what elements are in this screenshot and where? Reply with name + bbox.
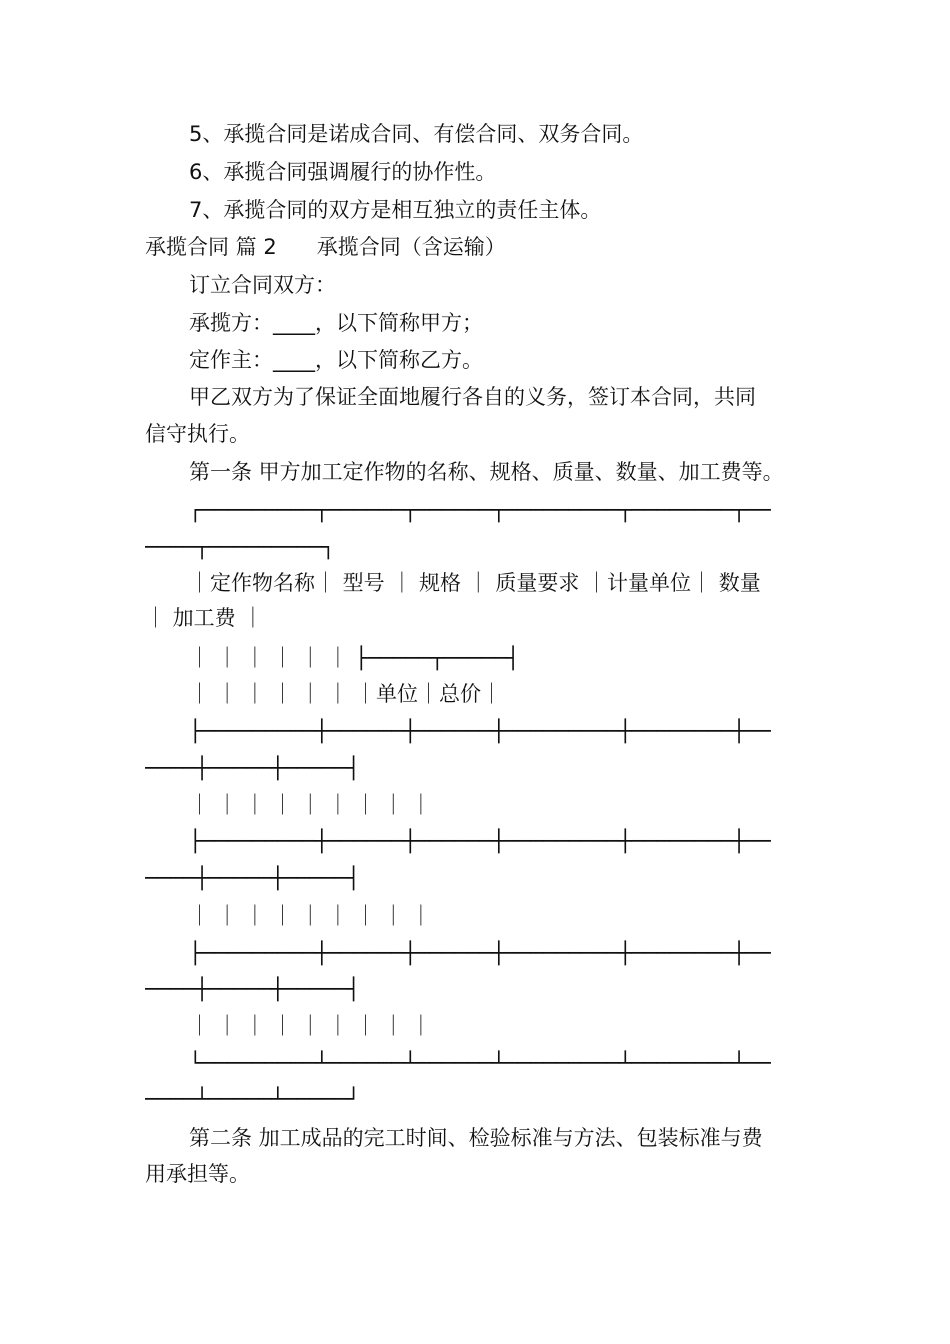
table-row: ｜ ｜ ｜ ｜ ｜ ｜ ｜ ｜ ｜ [189,793,432,817]
section-subtitle: 承揽合同（含运输） [316,235,506,259]
table-bottom-border-cont: ────┴─────┴─────┘ [145,1087,360,1111]
table-header-row: ｜定作物名称｜ 型号 ｜ 规格 ｜ 质量要求 ｜计量单位｜ 数量 [189,571,761,595]
preamble-line-2: 信守执行。 [145,422,250,446]
section-heading: 承揽合同 篇 2 [145,235,277,259]
table-separator-cont: ────┼─────┼─────┤ [145,866,360,890]
clause-7: 7、承揽合同的双方是相互独立的责任主体。 [189,198,602,222]
table-separator-cont: ────┼─────┼─────┤ [145,756,360,780]
table-subheader-row: ｜ ｜ ｜ ｜ ｜ ｜ ｜单位｜总价｜ [189,682,503,706]
table-header-row-cont: ｜ 加工费 ｜ [145,606,264,630]
party-contractor: 承揽方：____，以下简称甲方； [189,311,483,335]
table-separator: ├─────────┼──────┼──────┼─────────┼────────┼── [189,719,771,743]
section-heading-line [145,229,810,265]
article-1: 第一条 甲方加工定作物的名称、规格、质量、数量、加工费等。 [189,460,784,484]
parties-intro: 订立合同双方： [189,273,336,297]
table-separator: ├─────────┼──────┼──────┼─────────┼────────┼── [189,829,771,853]
table-row: ｜ ｜ ｜ ｜ ｜ ｜ ｜ ｜ ｜ [189,1014,432,1038]
table-top-border-cont: ────┬─────────┐ [145,535,335,559]
article-2-line-2: 用承担等。 [145,1162,250,1186]
clause-5: 5、承揽合同是诺成合同、有偿合同、双务合同。 [189,122,644,146]
article-2-line-1: 第二条 加工成品的完工时间、检验标准与方法、包装标准与费 [189,1126,763,1150]
table-subheader-border: ｜ ｜ ｜ ｜ ｜ ｜ ├─────┬─────┤ [189,646,520,670]
table-bottom-border: └─────────┴──────┴──────┴─────────┴────────┴── [189,1051,771,1075]
clause-6: 6、承揽合同强调履行的协作性。 [189,160,497,184]
table-separator-cont: ────┼─────┼─────┤ [145,977,360,1001]
preamble-line-1: 甲乙双方为了保证全面地履行各自的义务，签订本合同，共同 [189,385,756,409]
table-separator: ├─────────┼──────┼──────┼─────────┼────────┼── [189,941,771,965]
table-row: ｜ ｜ ｜ ｜ ｜ ｜ ｜ ｜ ｜ [189,904,432,928]
table-top-border: ┌─────────┬──────┬──────┬─────────┬────────┬── [189,498,771,522]
party-orderer: 定作主：____，以下简称乙方。 [189,348,483,372]
